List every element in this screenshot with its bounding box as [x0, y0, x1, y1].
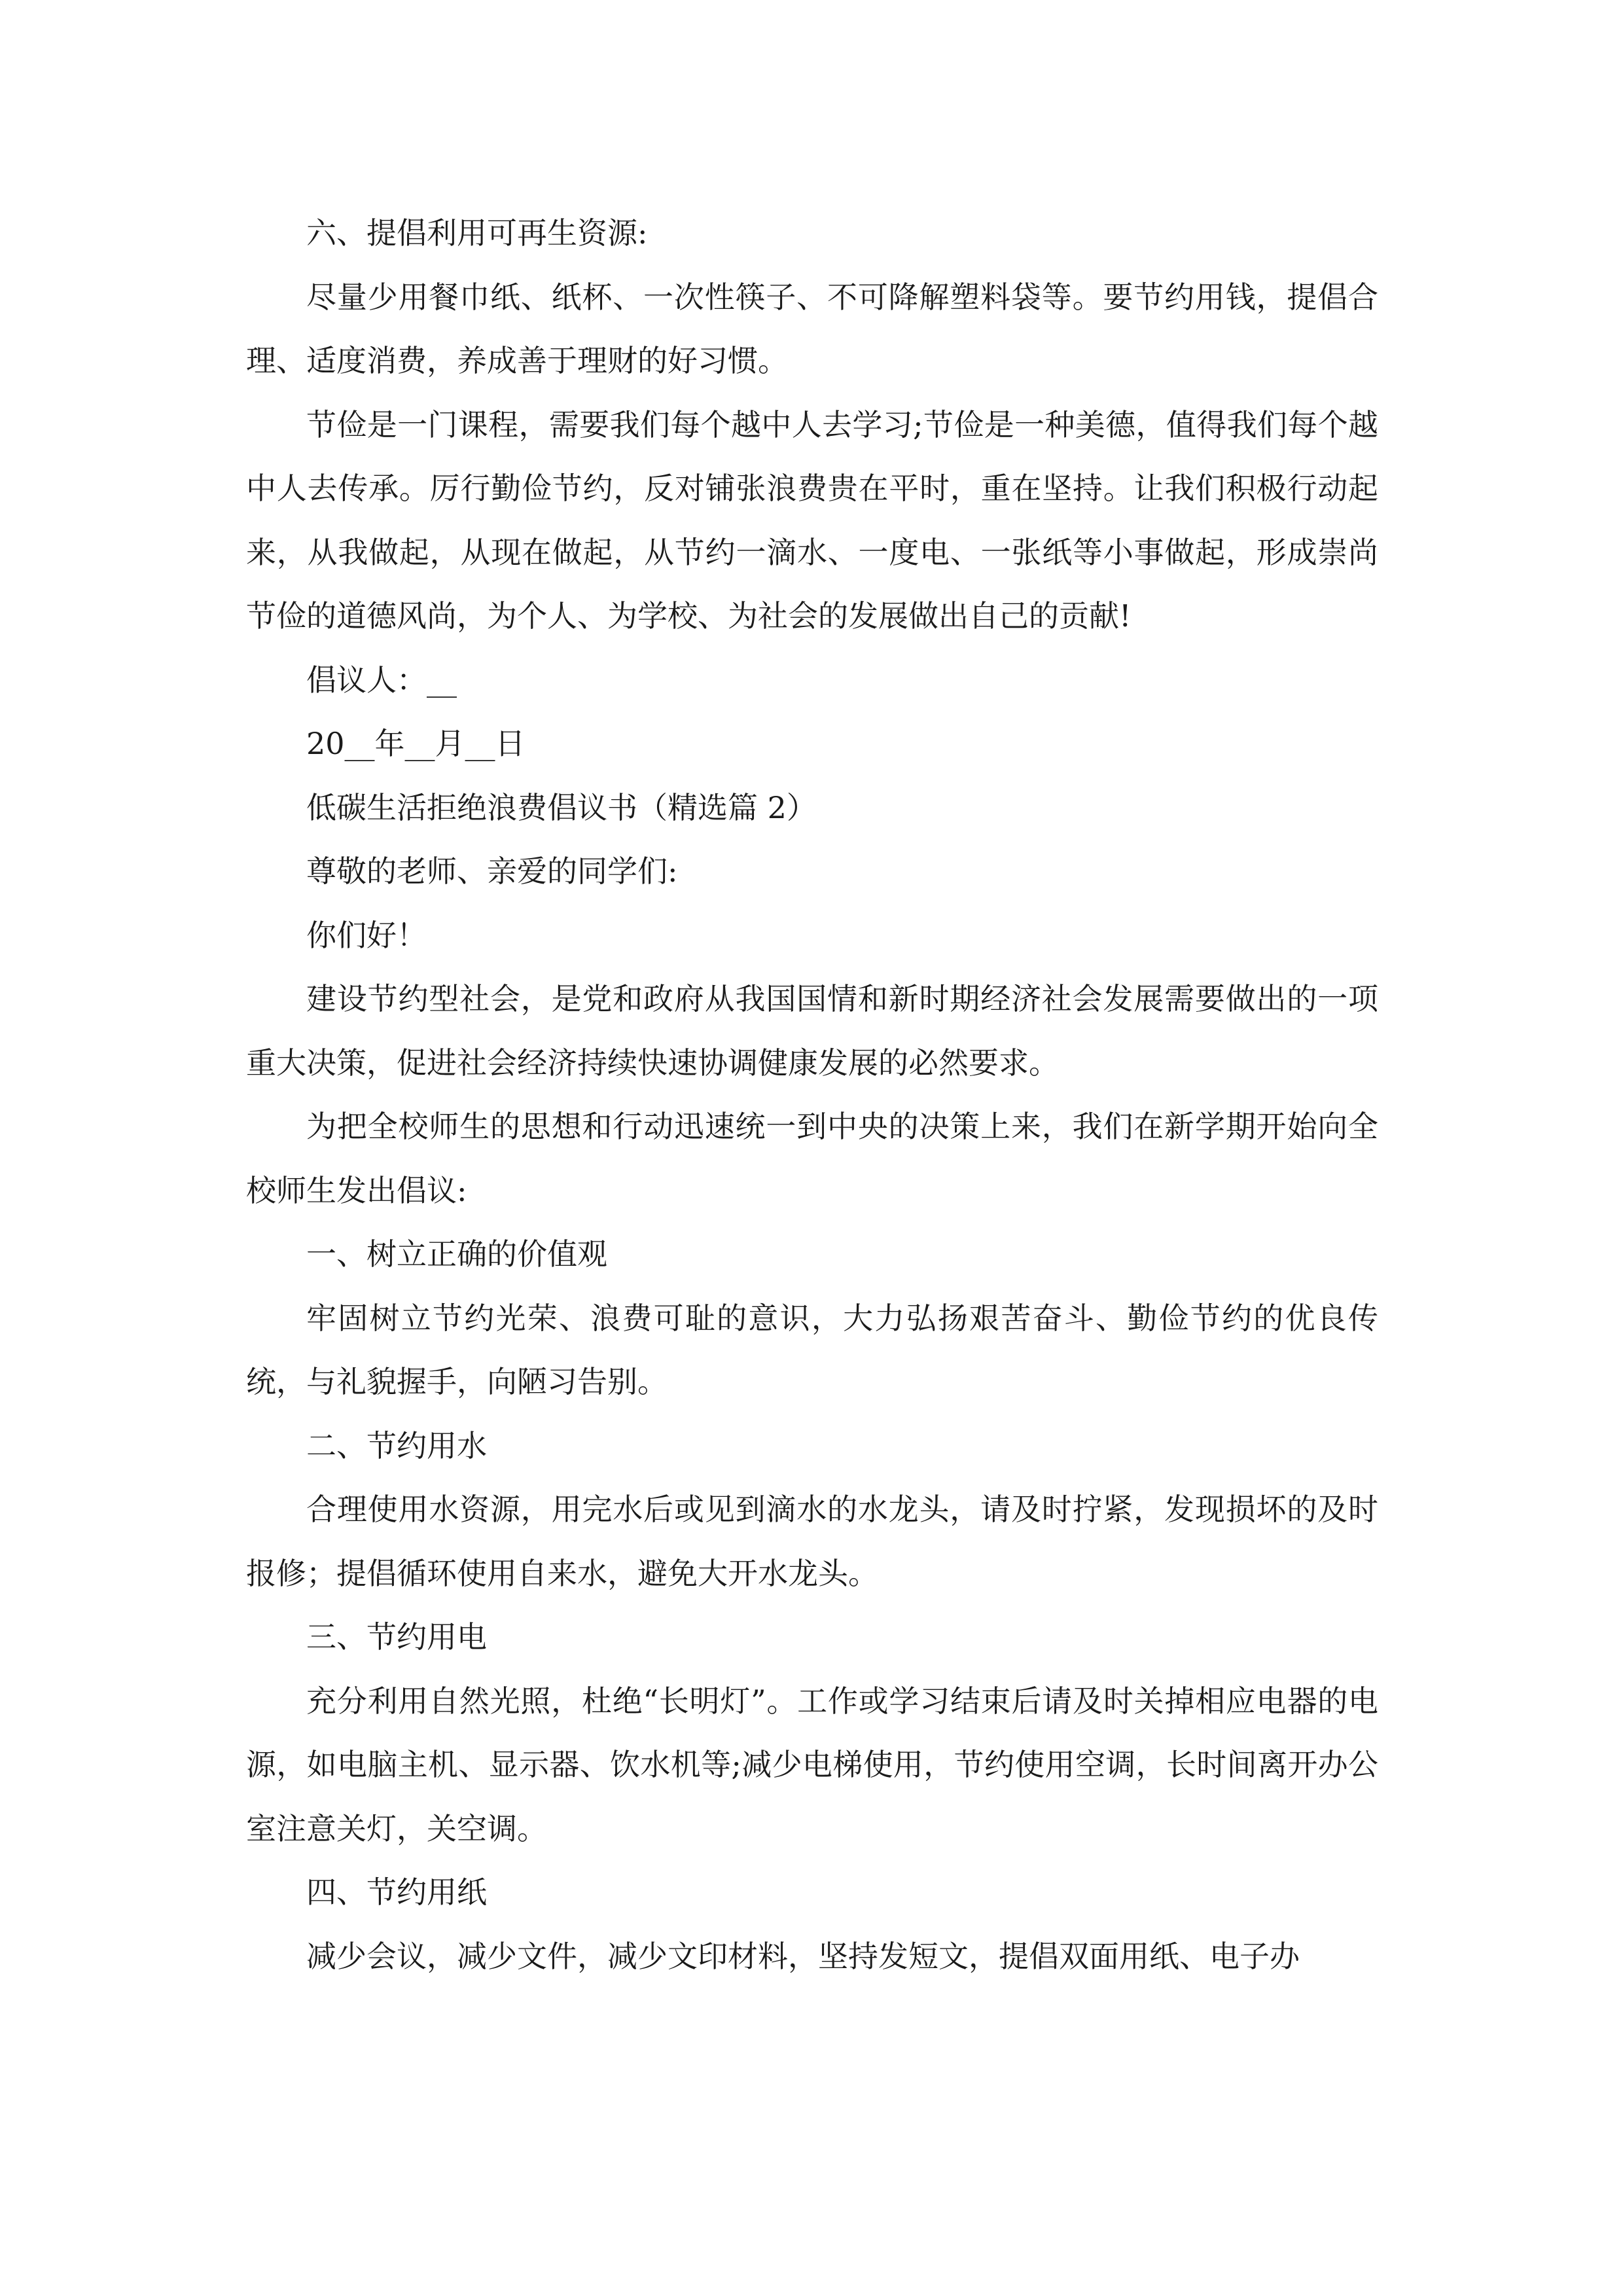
salutation: 尊敬的老师、亲爱的同学们:	[306, 853, 678, 889]
paragraph: 合理使用水资源，用完水后或见到滴水的水龙头，请及时拧紧，发现损坏的及时报修；提倡循环使用自来水，避免大开水龙头。	[246, 1492, 1378, 1591]
paragraph-heading-three: 三、节约用电	[306, 1619, 487, 1655]
paragraph: 建设节约型社会，是党和政府从我国国情和新时期经济社会发展需要做出的一项重大决策，促进社会经济持续快速协调健康发展的必然要求。	[246, 981, 1378, 1081]
paragraph-heading-four: 四、节约用纸	[306, 1874, 487, 1910]
document-body	[246, 202, 1378, 1988]
paragraph: 尽量少用餐巾纸、纸杯、一次性筷子、不可降解塑料袋等。要节约用钱，提倡合理、适度消费，养成善于理财的好习惯。	[246, 279, 1378, 378]
initiator-line: 倡议人：__	[306, 662, 457, 698]
paragraph-heading-one: 一、树立正确的价值观	[306, 1236, 607, 1272]
paragraph-heading-six: 六、提倡利用可再生资源:	[306, 215, 648, 251]
paragraph: 牢固树立节约光荣、浪费可耻的意识，大力弘扬艰苦奋斗、勤俭节约的优良传统，与礼貌握手，向陋习告别。	[246, 1300, 1378, 1399]
paragraph: 为把全校师生的思想和行动迅速统一到中央的决策上来，我们在新学期开始向全校师生发出倡议:	[246, 1109, 1378, 1208]
section-title: 低碳生活拒绝浪费倡议书（精选篇 2）	[306, 789, 817, 825]
greeting: 你们好！	[306, 917, 427, 953]
paragraph: 减少会议，减少文件，减少文印材料，坚持发短文，提倡双面用纸、电子办	[306, 1938, 1300, 1974]
paragraph: 充分利用自然光照，杜绝“长明灯”。工作或学习结束后请及时关掉相应电器的电源，如电脑主机、显示器、饮水机等;减少电梯使用，节约使用空调，长时间离开办公室注意关灯，关空调。	[246, 1683, 1378, 1846]
paragraph-heading-two: 二、节约用水	[306, 1427, 487, 1463]
paragraph: 节俭是一门课程，需要我们每个越中人去学习;节俭是一种美德，值得我们每个越中人去传承。厉行勤俭节约，反对铺张浪费贵在平时，重在坚持。让我们积极行动起来，从我做起，从现在做起，从节约一滴水、一度电、一张纸等小事做起，形成崇尚节俭的道德风尚，为个人、为学校、为社会的发展做出自己的贡献!	[246, 406, 1378, 634]
date-line: 20__年__月__日	[306, 726, 526, 761]
